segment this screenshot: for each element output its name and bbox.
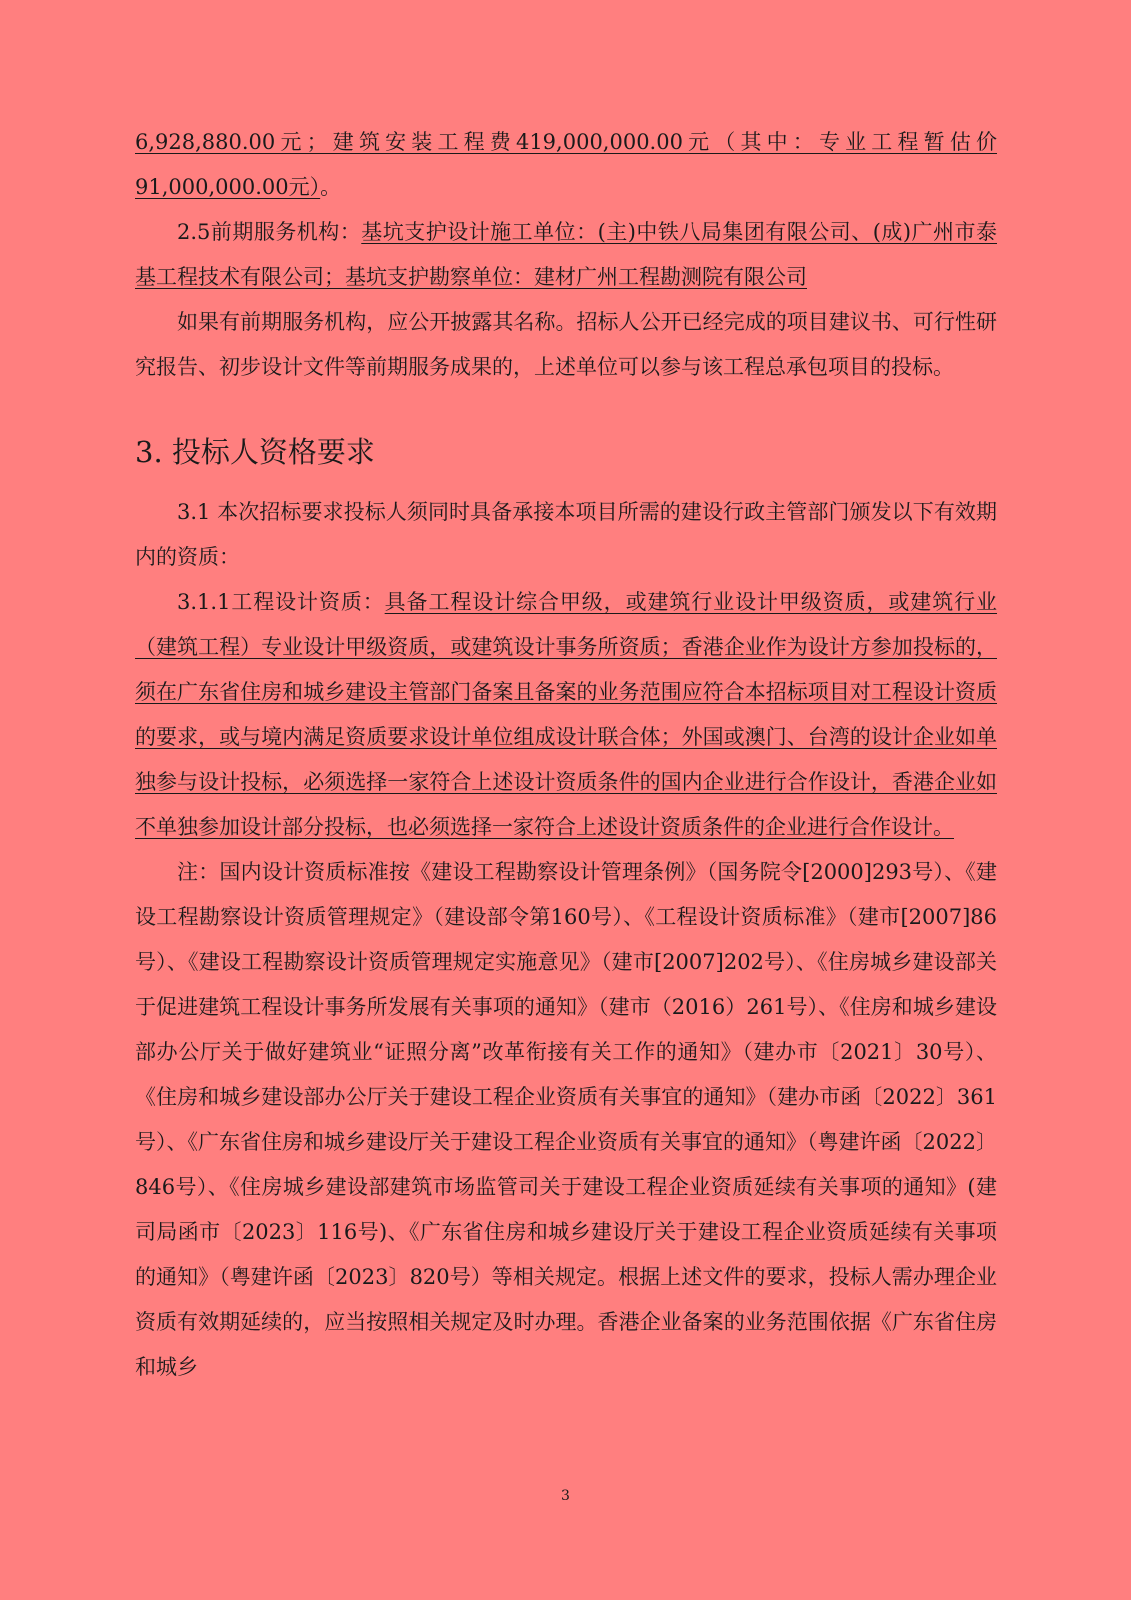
document-page [135,120,997,1390]
section-title: 3. 投标人资格要求 [135,435,375,469]
page-number: 3 [561,1488,570,1504]
cost-underlined-text: 6,928,880.00元；建筑安装工程费419,000,000.00元（其中：专业工程暂估价91,000,000.00元） [135,130,997,199]
design-qualification-label: 3.1.1工程设计资质： [177,590,385,614]
note-paragraph: 注：国内设计资质标准按《建设工程勘察设计管理条例》（国务院令[2000]293号）、《建设工程勘察设计资质管理规定》（建设部令第160号）、《工程设计资质标准》（建市[2007]86号）、《建设工程勘察设计资质管理规定实施意见》（建市[2007]202号）、《住房城乡建设部关于促进建筑工程设计事务所发展有关事项的通知》（建市（2016）261号）、《住房和城乡建设部办公厅关于做好建筑业“证照分离”改革衔接有关工作的通知》（建办市〔2021〕30号）、《住房和城乡建设部办公厅关于建设工程企业资质有关事宜的通知》（建办市函〔2022〕361号）、《广东省住房和城乡建设厅关于建设工程企业资质有关事宜的通知》（粤建许函〔2022〕846号）、《住房城乡建设部建筑市场监管司关于建设工程企业资质延续有关事项的通知》(建司局函市〔2023〕116号)、《广东省住房和城乡建设厅关于建设工程企业资质延续有关事项的通知》（粤建许函〔2023〕820号）等相关规定。根据上述文件的要求，投标人需办理企业资质有效期延续的，应当按照相关规定及时办理。香港企业备案的业务范围依据《广东省住房和城乡 [135,860,997,1379]
design-qualification-underlined: 具备工程设计综合甲级，或建筑行业设计甲级资质，或建筑行业（建筑工程）专业设计甲级资质，或建筑设计事务所资质；香港企业作为设计方参加投标的，须在广东省住房和城乡建设主管部门备案且备案的业务范围应符合本招标项目对工程设计资质的要求，或与境内满足资质要求设计单位组成设计联合体；外国或澳门、台湾的设计企业如单独参与设计投标，必须选择一家符合上述设计资质条件的国内企业进行合作设计，香港企业如不单独参加设计部分投标，也必须选择一家符合上述设计资质条件的企业进行合作设计。 [135,590,998,839]
preliminary-service-paragraph [135,210,997,300]
design-qualification-paragraph [135,580,997,850]
cost-tail: 。 [320,175,342,199]
cost-paragraph [135,120,997,210]
qualification-intro-paragraph: 3.1 本次招标要求投标人须同时具备承接本项目所需的建设行政主管部门颁发以下有效期内的资质： [135,500,997,569]
preliminary-service-underlined: 基坑支护设计施工单位：(主)中铁八局集团有限公司、(成)广州市泰基工程技术有限公司；基坑支护勘察单位：建材广州工程勘测院有限公司 [135,220,997,289]
preliminary-service-label: 2.5前期服务机构： [177,220,362,244]
disclosure-paragraph: 如果有前期服务机构，应公开披露其名称。招标人公开已经完成的项目建议书、可行性研究报告、初步设计文件等前期服务成果的，上述单位可以参与该工程总承包项目的投标。 [135,310,997,379]
